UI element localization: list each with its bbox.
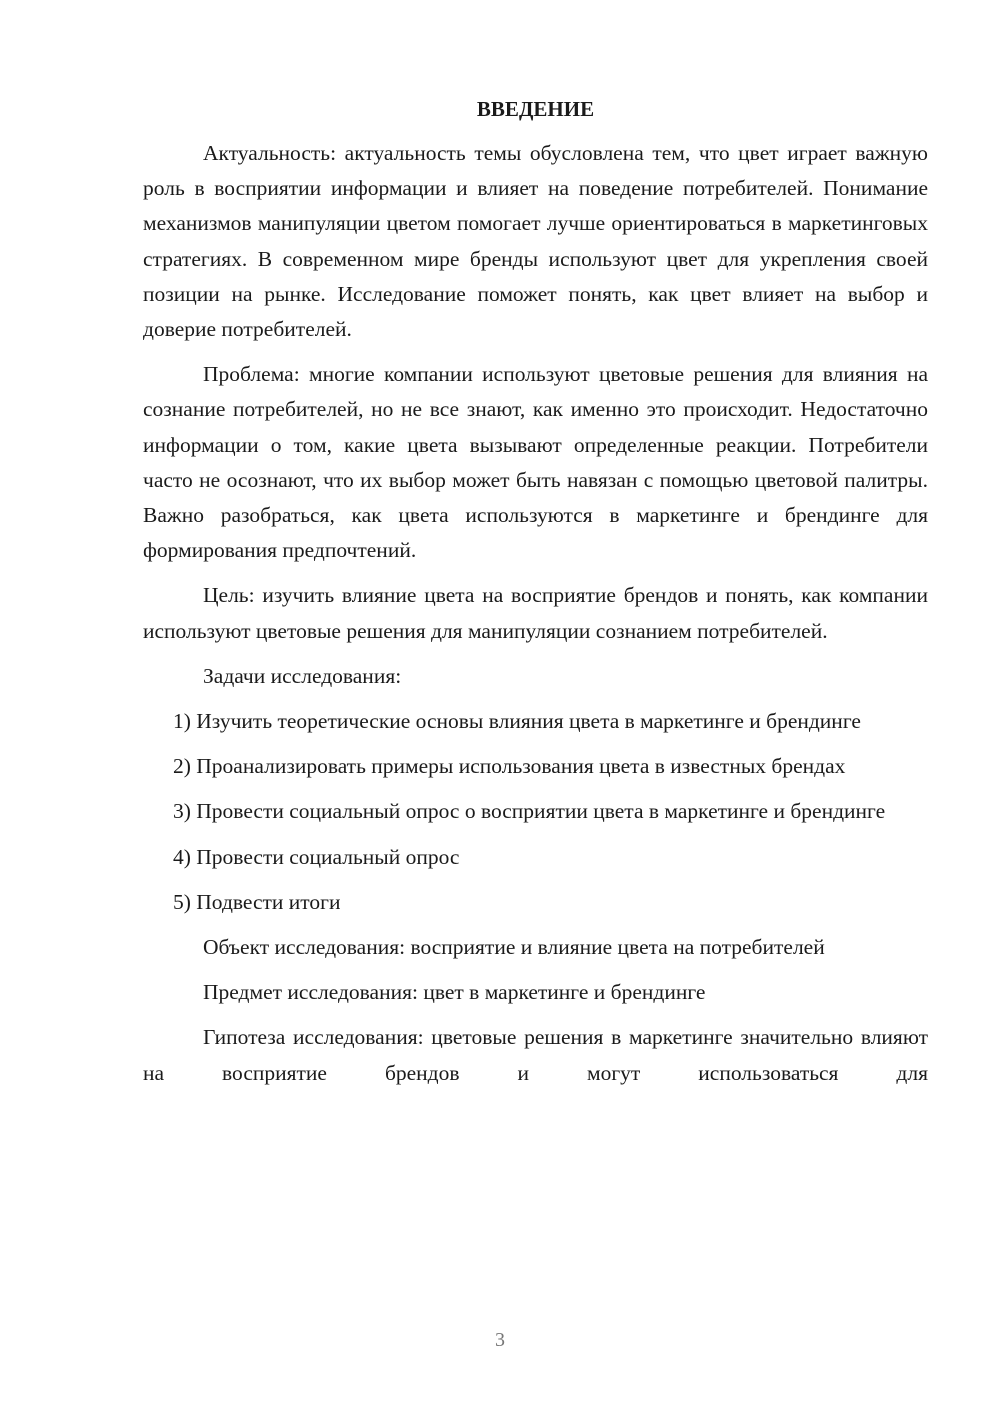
tasks-heading: Задачи исследования: — [203, 663, 402, 688]
research-hypothesis: Гипотеза исследования: цветовые решения в маркетинге значительно влияют на восприятие брендов и могут использоваться для — [143, 1025, 928, 1085]
paragraph-problem: Проблема: многие компании используют цветовые решения для влияния на сознание потребителей, но не все знают, как именно это происходит. Недостаточно информации о том, какие цвета вызывают определенные реакции. Потребители часто не осознают, что их выбор может быть навязан с помощью цветовой палитры. Важно разобраться, как цвета используются в маркетинге и брендинге для формирования предпочтений. — [143, 362, 928, 563]
paragraph-relevance: Актуальность: актуальность темы обусловлена тем, что цвет играет важную роль в восприятии информации и влияет на поведение потребителей. Понимание механизмов манипуляции цветом помогает лучше ориентироваться в маркетинговых стратегиях. В современном мире бренды используют цвет для укрепления своей позиции на рынке. Исследование поможет понять, как цвет влияет на выбор и доверие потребителей. — [143, 141, 928, 342]
task-item-2: 2) Проанализировать примеры использования цвета в известных брендах — [173, 754, 846, 779]
task-item-5: 5) Подвести итоги — [173, 889, 341, 914]
research-subject: Предмет исследования: цвет в маркетинге и брендинге — [203, 980, 706, 1005]
task-item-4: 4) Провести социальный опрос — [173, 844, 460, 869]
page-number: 3 — [495, 1329, 505, 1351]
section-title: ВВЕДЕНИЕ — [476, 97, 595, 121]
task-item-1: 1) Изучить теоретические основы влияния цвета в маркетинге и брендинге — [173, 709, 861, 734]
paragraph-goal: Цель: изучить влияние цвета на восприятие брендов и понять, как компании используют цветовые решения для манипуляции сознанием потребителей. — [143, 583, 928, 643]
document-page — [143, 92, 928, 1101]
research-object: Объект исследования: восприятие и влияние цвета на потребителей — [203, 935, 825, 960]
task-item-3: 3) Провести социальный опрос о восприятии цвета в маркетинге и брендинге — [173, 799, 886, 824]
